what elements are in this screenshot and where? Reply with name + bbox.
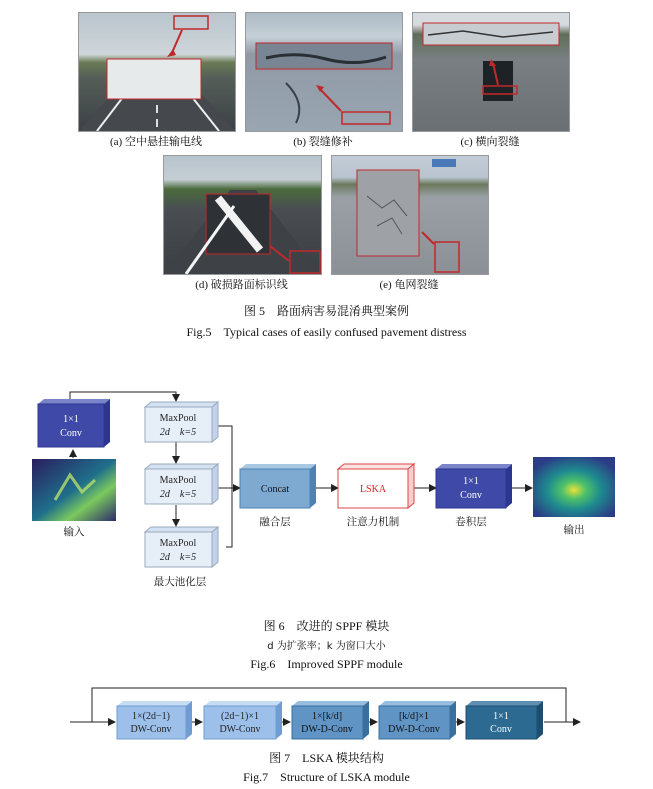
photo-a-power-line (78, 12, 236, 132)
lska-block-5-line1: 1×1 (493, 711, 509, 722)
fig7-diagram (0, 682, 653, 742)
lska-block-2 (204, 701, 282, 739)
lska-label: LSKA (359, 484, 387, 495)
label-input: 输入 (63, 527, 85, 538)
panel-d-label: (d) 破损路面标识线 (195, 279, 288, 291)
panel-b-label: (b) 裂缝修补 (293, 136, 353, 148)
output-heatmap (533, 457, 615, 517)
conv-in-box (38, 399, 110, 447)
input-heatmap (32, 459, 116, 521)
lska-block-2-line2: DW-Conv (219, 724, 261, 735)
maxpool-3-title: MaxPool (159, 538, 197, 549)
conv-in-line2: Conv (60, 428, 82, 439)
lska-block-1-line2: DW-Conv (130, 724, 172, 735)
photo-c-transverse-crack (412, 12, 570, 132)
label-output: 输出 (563, 525, 585, 536)
photo-d-illustration (164, 156, 321, 274)
photo-e-alligator-crack (331, 155, 489, 275)
photo-a-illustration (79, 13, 235, 131)
lska-block-1-line1: 1×(2d−1) (132, 711, 170, 722)
conv-out-line2: Conv (460, 490, 482, 501)
conv-out-box (436, 464, 512, 508)
label-fusion: 融合层 (259, 517, 291, 528)
lska-block-4-line1: [k/d]×1 (398, 711, 430, 722)
photo-d-damaged-marking (163, 155, 322, 275)
panel-a-label: (a) 空中悬挂输电线 (110, 136, 202, 148)
panel-e-label: (e) 龟网裂缝 (379, 279, 439, 291)
panel-c-label: (c) 横向裂缝 (460, 136, 520, 148)
lska-block-5 (466, 701, 543, 739)
lska-block-3 (292, 701, 369, 739)
maxpool-box-1 (145, 402, 218, 442)
maxpool-box-2 (145, 464, 218, 504)
photo-e-illustration (332, 156, 488, 274)
maxpool-box-3 (145, 527, 218, 567)
maxpool-2-params: 2d k=5 (159, 489, 197, 500)
concat-label: Concat (260, 484, 290, 495)
conv-in-line1: 1×1 (63, 414, 79, 425)
concat-box (240, 464, 316, 508)
lska-block-3-line2: DW-D-Conv (301, 724, 353, 735)
lska-block-4-line2: DW-D-Conv (388, 724, 440, 735)
label-conv-layer: 卷积层 (455, 517, 487, 528)
photo-b-illustration (246, 13, 402, 131)
fig7-caption-cn: 图 7 LSKA 模块结构 (269, 751, 384, 765)
maxpool-2-title: MaxPool (159, 475, 197, 486)
lska-block-1 (117, 701, 192, 739)
lska-block-2-line1: (2d−1)×1 (221, 711, 259, 722)
photo-c-illustration (413, 13, 569, 131)
lska-box (338, 464, 414, 508)
fig6-diagram (0, 380, 653, 595)
lska-block-3-line1: 1×[k/d] (311, 711, 343, 722)
fig5-caption-cn: 图 5 路面病害易混淆典型案例 (243, 304, 409, 318)
label-maxpool-layer: 最大池化层 (153, 577, 207, 588)
maxpool-3-params: 2d k=5 (159, 552, 197, 563)
photo-b-crack-repair (245, 12, 403, 132)
lska-block-5-line2: Conv (490, 724, 512, 735)
label-attention: 注意力机制 (346, 517, 400, 528)
fig5-caption-en: Fig.5 Typical cases of easily confused pavement distress (186, 325, 467, 339)
fig6-caption-note: d 为扩张率；k 为窗口大小 (267, 641, 386, 652)
maxpool-1-title: MaxPool (159, 413, 197, 424)
fig6-caption-en: Fig.6 Improved SPPF module (250, 657, 403, 671)
maxpool-1-params: 2d k=5 (159, 427, 197, 438)
lska-block-4 (379, 701, 456, 739)
fig6-caption-cn: 图 6 改进的 SPPF 模块 (263, 619, 390, 633)
fig7-caption-en: Fig.7 Structure of LSKA module (243, 770, 410, 784)
conv-out-line1: 1×1 (463, 476, 479, 487)
